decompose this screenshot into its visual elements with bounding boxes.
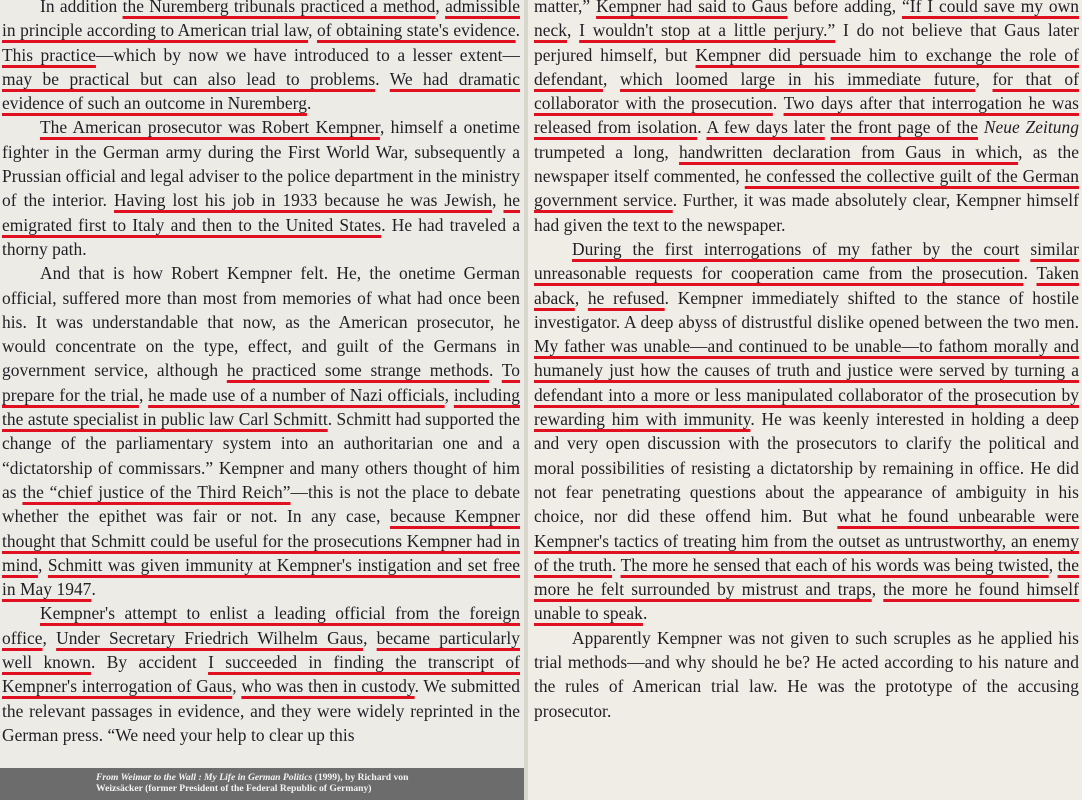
highlighted-passage: handwritten declaration from Gaus in which [679,141,1019,162]
highlighted-passage: I wouldn't stop at a little perjury.” [579,20,836,41]
highlighted-passage: may be practical but can also lead to problems [2,68,376,89]
source-caption [0,768,524,800]
highlighted-passage: including the astute specialist in public law Carl Schmitt [2,384,520,430]
right-paragraph: Apparently Kempner was not given to such scruples as he applied his trial methods—and why should he be? He acted according to his nature and the rules of American trial law. He was the prototype of the accusing prosecutor. [534,627,1079,721]
highlighted-passage: This practice [2,44,96,65]
right-paragraph: matter,” Kempner had said to Gaus before adding, “If I could save my own neck, I wouldn't stop at a little perjury.” I do not believe that Gaus later perjured himself, but Kempner did persuade him to exchange the role of defendant, which loomed large in his immediate future, for that of collaborator with the prosecution. Two days after that interrogation he was released from isolation. A few days later the front page of the Neue Zeitung trumpeted a long, handwritten declaration from Gaus in which, as the newspaper itself commented, he confessed the collective guilt of the German government service. Further, it was made absolutely clear, Kempner himself had given the text to the newspaper. [534,0,1079,237]
highlighted-passage: Two days after that interrogation he was released from isolation [534,93,1079,138]
highlighted-passage: Kempner's attempt to enlist a leading official from the foreign office [2,603,520,648]
left-page [0,0,524,800]
highlighted-passage: To prepare for the trial [2,360,520,405]
highlighted-passage: Under Secretary Friedrich Wilhelm Gaus [56,627,364,648]
left-paragraph: And that is how Robert Kempner felt. He, the onetime German official, suffered more than most from memories of what had once been his. It was understandable that now, as the American prosecutor, he would concentrate on the type, effect, and guilt of the Germans in government service, although he practiced some strange methods. To prepare for the trial, he made use of a number of Nazi officials, including the astute specialist in public law Carl Schmitt. Schmitt had supported the change of the parliamentary system into an authoritarian one and a “dictatorship of commissars.” Kempner and many others thought of him as the “chief justice of the Third Reich”—this is not the place to debate whether the epithet was fair or not. In any case, because Kempner thought that Schmitt could be useful for the prosecutions Kempner had in mind, Schmitt was given immunity at Kempner's instigation and set free in May 1947. [2,263,521,600]
highlighted-passage: A few days later [706,117,825,138]
highlighted-passage: Kempner had said to Gaus [596,0,788,16]
highlighted-passage: because Kempner thought that Schmitt could be useful for the prosecutions Kempner had in mind [2,506,520,575]
highlighted-passage: admissible in principle according to American trial law [2,0,520,41]
highlighted-passage: I succeeded in finding the transcript of Kempner's interrogation of Gaus [2,652,520,697]
highlighted-passage: he confessed the collective guilt of the German government service [534,166,1079,211]
highlighted-passage: became particularly well known [2,627,520,673]
highlighted-passage: We had dramatic evidence of such an outcome in Nuremberg [2,68,520,114]
left-column-text [2,0,520,747]
highlighted-passage: he made use of a number of Nazi officials [148,384,445,405]
left-paragraph: Kempner's attempt to enlist a leading official from the foreign office, Under Secretary Friedrich Wilhelm Gaus, became particularly well known. By accident I succeeded in finding the transcript of Kempner's interrogation of Gaus, who was then in custody. We submitted the relevant passages in evidence, and they were widely reprinted in the German press. “We need your help to clear up this [2,603,521,745]
highlighted-passage: he refused [587,287,665,308]
highlighted-passage: Schmitt was given immunity at Kempner's instigation and set free in May 1947 [2,554,520,600]
highlighted-passage: the more he felt surrounded by mistrust and traps [534,554,1080,600]
left-paragraph: In addition the Nuremberg tribunals practiced a method, admissible in principle according to American trial law, of obtaining state's evidence. This practice—which by now we have introduced to a lesser extent—may be practical but can also lead to problems. We had dramatic evidence of such an outcome in Nuremberg. [2,0,520,115]
caption-book-title: From Weimar to the Wall : My Life in German Politics [96,772,313,783]
highlighted-passage: Having lost his job in 1933 because he was Jewish [114,190,493,211]
highlighted-passage: of obtaining state's evidence [316,20,516,41]
highlighted-passage: During the first interrogations of my father by the court [572,238,1020,259]
highlighted-passage: Taken aback [534,263,1079,308]
highlighted-passage: which loomed large in his immediate future [620,68,976,89]
highlighted-passage: who was then in custody [241,676,415,697]
highlighted-passage: for that of collaborator with the prosecution [534,68,1080,114]
highlighted-passage: The American prosecutor was Robert Kempner [40,117,380,138]
highlighted-passage: Kempner did persuade him to exchange the role of defendant [534,44,1079,89]
highlighted-passage: what he found unbearable were Kempner's tactics of treating him from the outset as untrustworthy, an enemy of the truth [534,506,1079,575]
highlighted-passage: the front page of the [830,117,979,138]
highlighted-passage: The more he sensed that each of his words was being twisted [620,554,1049,575]
right-column-text [534,0,1079,723]
caption-details: (1999), by Richard von Weizsäcker (former President of the Federal Republic of Germany) [96,772,409,794]
highlighted-passage: he practiced some strange methods [226,360,489,381]
highlighted-passage: “If I could save my own neck [534,0,1079,41]
highlighted-passage: he emigrated first to Italy and then to the United States [2,190,520,235]
right-paragraph: During the first interrogations of my father by the court similar unreasonable requests for cooperation came from the prosecution. Taken aback, he refused. Kempner immediately shifted to the stance of hostile investigator. A deep abyss of distrustful dislike opened between the two men. My father was unable—and continued to be unable—to fathom morally and humanely just how the causes of truth and justice were served by turning a defendant into a more or less manipulated collaborator of the prosecution by rewarding him with immunity. He was keenly interested in holding a deep and very open discussion with the prosecutors to clarify the political and moral possibilities of resisting a dictatorship by remaining in office. He did not fear penetrating questions about the appearance of ambiguity in his choice, nor did these offend him. But what he found unbearable were Kempner's tactics of treating him from the outset as untrustworthy, an enemy of the truth. The more he sensed that each of his words was being twisted, the more he felt surrounded by mistrust and traps, the more he found himself unable to speak. [534,238,1080,624]
highlighted-passage: similar unreasonable requests for cooperation came from the prosecution [534,238,1079,284]
highlighted-passage: the more he found himself unable to speak [534,579,1079,624]
highlighted-passage: My father was unable—and continued to be unable—to fathom morally and humanely just how the causes of truth and justice were served by turning a defendant into a more or less manipulated collaborator of the prosecution by rewarding him with immunity [534,336,1079,430]
left-paragraph: The American prosecutor was Robert Kempner, himself a onetime fighter in the German army during the First World War, subsequently a Prussian official and legal adviser to the police department in the ministry of the interior. Having lost his job in 1933 because he was Jewish, he emigrated first to Italy and then to the United States. He had traveled a thorny path. [2,117,521,259]
highlighted-passage: the “chief justice of the Third Reich” [22,481,291,502]
italic-title: Neue Zeitung [983,117,1079,138]
highlighted-passage: the Nuremberg tribunals practiced a method [122,0,436,16]
right-page [528,0,1082,800]
